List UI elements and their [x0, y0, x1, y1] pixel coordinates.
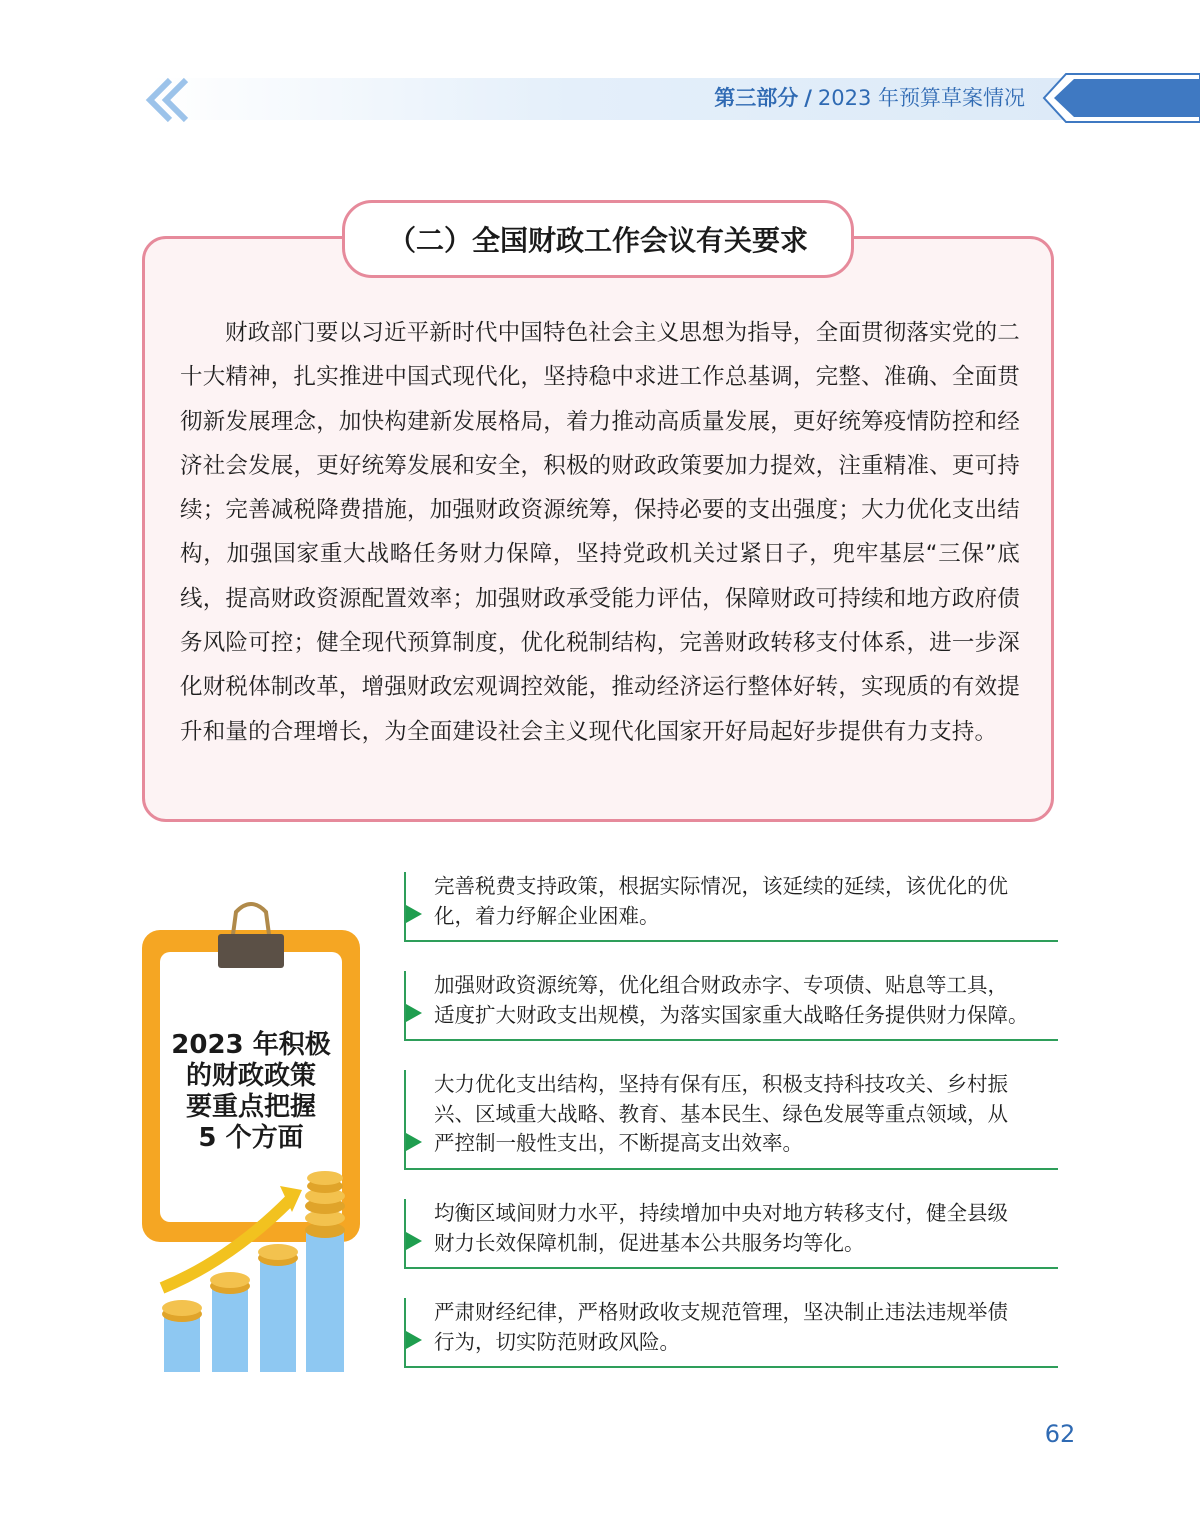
- clipboard-label-line: 的财政政策: [185, 1061, 316, 1091]
- requirements-title: （二）全国财政工作会议有关要求: [342, 200, 854, 278]
- triangle-bullet-icon: [406, 1133, 422, 1151]
- header-separator: /: [804, 86, 812, 110]
- policy-divider-vertical: [404, 1070, 406, 1170]
- policy-line: 适度扩大财政支出规模，为落实国家重大战略任务提供财力保障。: [434, 1002, 1029, 1027]
- clipboard-label-line: 2023 年积极: [171, 1030, 331, 1060]
- header-section: 2023 年预算草案情况: [817, 86, 1025, 110]
- policy-divider: [404, 1366, 1058, 1368]
- policy-line: 完善税费支持政策，根据实际情况，该延续的延续，该优化的优: [434, 874, 1008, 898]
- clipboard-label-line: 要重点把握: [185, 1092, 316, 1122]
- policy-line: 大力优化支出结构，坚持有保有压，积极支持科技攻关、乡村振: [434, 1072, 1008, 1096]
- policy-item: [404, 1298, 1058, 1370]
- triangle-bullet-icon: [406, 1004, 422, 1022]
- triangle-bullet-icon: [406, 1331, 422, 1349]
- page-number: 62: [1044, 1420, 1076, 1448]
- header-title: [714, 84, 1025, 112]
- policy-item: [404, 971, 1058, 1043]
- policy-line: 严肃财经纪律，严格财政收支规范管理，坚决制止违法违规举债: [434, 1300, 1008, 1324]
- policy-divider: [404, 1168, 1058, 1170]
- policy-line: 兴、区域重大战略、教育、基本民生、绿色发展等重点领域，从: [434, 1101, 1008, 1126]
- header-part: 第三部分: [714, 86, 799, 110]
- policy-item: [404, 1199, 1058, 1271]
- policy-line: 化，着力纾解企业困难。: [434, 903, 660, 928]
- policy-text: [434, 1199, 1060, 1258]
- binder-clip-icon: [218, 904, 284, 968]
- policy-text: [434, 1298, 1060, 1357]
- policy-divider: [404, 1039, 1058, 1041]
- triangle-bullet-icon: [406, 1232, 422, 1250]
- policy-item: [404, 1070, 1058, 1172]
- policy-text: [434, 872, 1060, 931]
- header-tab-shape: [1040, 70, 1200, 126]
- requirements-body: 财政部门要以习近平新时代中国特色社会主义思想为指导，全面贯彻落实党的二十大精神，扎实推进中国式现代化，坚持稳中求进工作总基调，完整、准确、全面贯彻新发展理念，加快构建新发展格局，着力推动高质量发展，更好统筹疫情防控和经济社会发展，更好统筹发展和安全，积极的财政政策要加力提效，注重精准、更可持续；完善减税降费措施，加强财政资源统筹，保持必要的支出强度；大力优化支出结构，加强国家重大战略任务财力保障，坚持党政机关过紧日子，兜牢基层“三保”底线，提高财政资源配置效率；加强财政承受能力评估，保障财政可持续和地方政府债务风险可控；健全现代预算制度，优化税制结构，完善财政转移支付体系，进一步深化财税体制改革，增强财政宏观调控效能，推动经济运行整体好转，实现质的有效提升和量的合理增长，为全面建设社会主义现代化国家开好局起好步提供有力支持。: [180, 320, 1020, 745]
- clipboard-label: [162, 1030, 340, 1154]
- triangle-bullet-icon: [406, 905, 422, 923]
- policy-line: 财力长效保障机制，促进基本公共服务均等化。: [434, 1230, 865, 1255]
- policy-divider: [404, 1267, 1058, 1269]
- policy-text: [434, 971, 1060, 1030]
- policy-line: 行为，切实防范财政风险。: [434, 1329, 680, 1354]
- policy-line: 加强财政资源统筹，优化组合财政赤字、专项债、贴息等工具，: [434, 973, 1008, 997]
- clipboard-label-line: 5 个方面: [198, 1123, 304, 1153]
- policy-line: 均衡区域间财力水平，持续增加中央对地方转移支付，健全县级: [434, 1201, 1008, 1225]
- policy-text: [434, 1070, 1060, 1159]
- policy-item: [404, 872, 1058, 944]
- policy-line: 严控制一般性支出，不断提高支出效率。: [434, 1131, 803, 1155]
- policy-divider: [404, 940, 1058, 942]
- double-chevron-left-icon: [140, 76, 200, 124]
